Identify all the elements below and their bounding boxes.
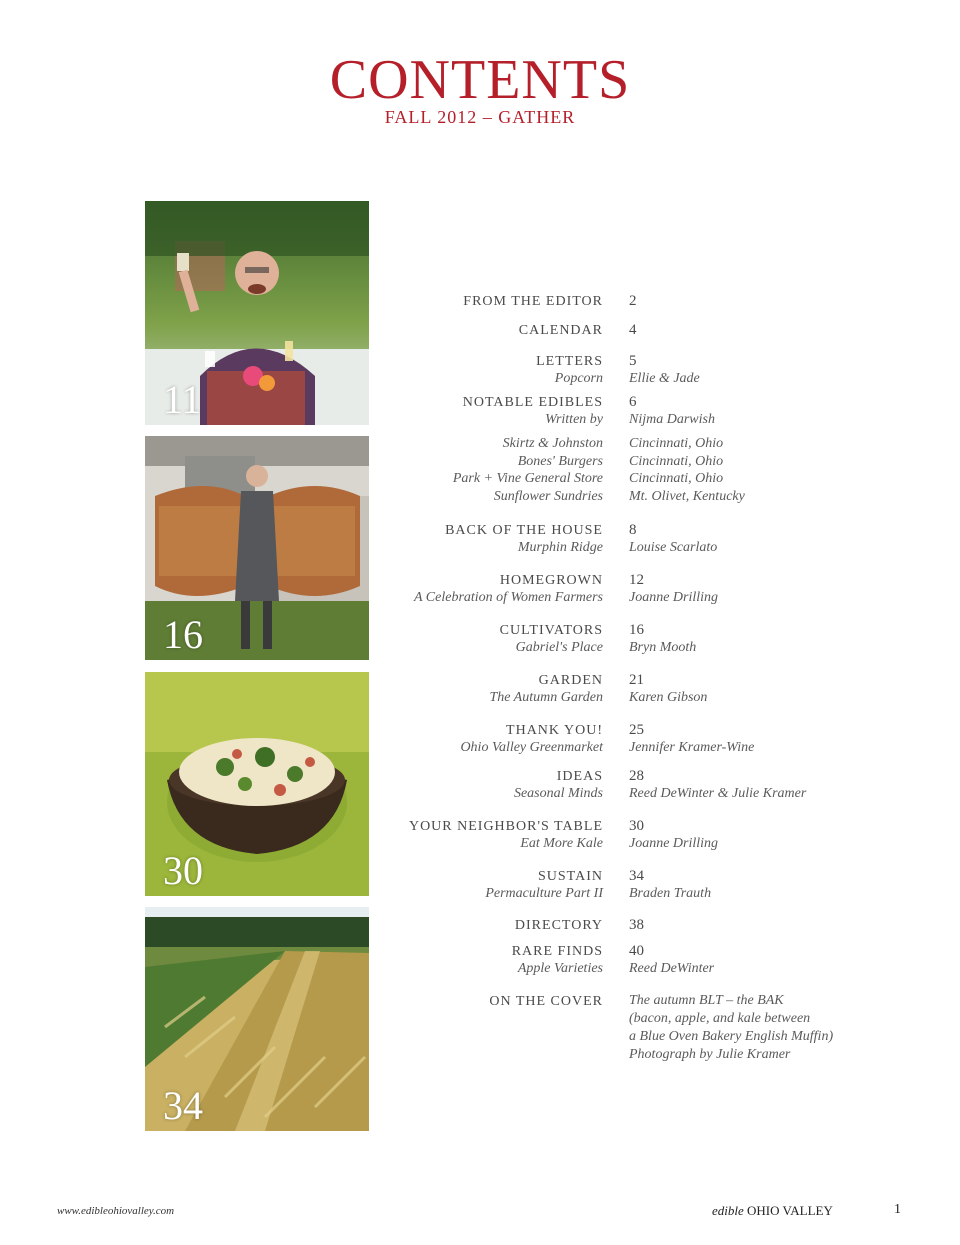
footer-brand [712,1203,833,1219]
toc-page: 40 [629,943,644,959]
toc-author: Bryn Mooth [629,640,697,655]
photo-page-number: 11 [163,377,202,422]
photo-grain-field [145,907,369,1131]
toc-subtitle: The Autumn Garden [489,690,603,705]
footer-website-link[interactable]: www.edibleohiovalley.com [57,1205,175,1217]
toc-subtitle: Apple Varieties [517,961,603,976]
footer-brand-name: OHIO VALLEY [747,1203,833,1218]
toc-author: Ellie & Jade [629,371,700,386]
toc-subtitle: Murphin Ridge [517,540,603,555]
cover-line: The autumn BLT – the BAK [629,993,784,1008]
toc-page: 34 [629,868,644,884]
page-title: CONTENTS [329,49,631,111]
toc-subtitle: Eat More Kale [520,836,603,851]
toc-section: CULTIVATORS [499,623,603,638]
toc-subtitle: Gabriel's Place [515,640,603,655]
toc-section: CALENDAR [518,323,603,338]
toc-author: Joanne Drilling [629,836,719,851]
photo-shawl [145,436,369,660]
toc-page: 25 [629,722,644,738]
toc-section: NOTABLE EDIBLES [462,395,603,410]
toc-author: Mt. Olivet, Kentucky [629,489,745,504]
toc-subtitle: Skirtz & Johnston [502,436,603,451]
toc-subtitle: Park + Vine General Store [452,471,603,486]
photo-page-number: 16 [163,612,203,657]
toc-section: BACK OF THE HOUSE [445,523,603,538]
toc-subtitle: Ohio Valley Greenmarket [460,740,603,755]
footer-page-number: 1 [894,1202,901,1217]
toc-page: 4 [629,322,637,338]
photo-toast [145,201,369,425]
toc-section: GARDEN [538,673,603,688]
footer-brand-italic: edible [712,1203,744,1218]
toc-page: 8 [629,522,637,538]
toc-page: 6 [629,394,637,410]
toc-section: SUSTAIN [538,869,603,884]
toc-author: Jennifer Kramer-Wine [629,740,755,755]
cover-line: (bacon, apple, and kale between [629,1011,811,1026]
toc-author: Reed DeWinter [629,961,715,976]
toc-section: DIRECTORY [514,918,603,933]
toc-section: FROM THE EDITOR [463,294,603,309]
toc-subtitle: A Celebration of Women Farmers [414,590,603,605]
toc-page: 28 [629,768,644,784]
photo-pasta-bowl [145,672,369,896]
toc-subtitle: Seasonal Minds [513,786,603,801]
toc-subtitle: Permaculture Part II [485,886,603,901]
toc-author: Cincinnati, Ohio [629,471,724,486]
toc-page: 12 [629,572,644,588]
toc-page: 16 [629,622,644,638]
toc-section: RARE FINDS [511,944,603,959]
toc-section: LETTERS [536,354,603,369]
toc-subtitle: Bones' Burgers [517,454,603,469]
toc-author: Nijma Darwish [629,412,715,427]
toc-page: 5 [629,353,637,369]
toc-subtitle: Written by [545,412,603,427]
page-subtitle: FALL 2012 – GATHER [384,107,576,127]
toc-author: Cincinnati, Ohio [629,436,724,451]
toc-page: 2 [629,293,637,309]
toc-author: Reed DeWinter & Julie Kramer [629,786,807,801]
toc-section: HOMEGROWN [499,573,603,588]
cover-line: Photograph by Julie Kramer [629,1047,791,1062]
toc-page: 30 [629,818,644,834]
toc-author: Braden Trauth [629,886,712,901]
toc-section: ON THE COVER [489,994,603,1009]
photo-page-number: 30 [163,848,203,893]
toc-page: 38 [629,917,644,933]
toc-subtitle: Popcorn [554,371,603,386]
toc-author: Louise Scarlato [629,540,718,555]
cover-line: a Blue Oven Bakery English Muffin) [629,1029,834,1044]
photo-page-number: 34 [163,1083,203,1128]
toc-subtitle: Sunflower Sundries [493,489,603,504]
toc-page: 21 [629,672,644,688]
toc-author: Cincinnati, Ohio [629,454,724,469]
toc-author: Karen Gibson [629,690,708,705]
toc-section: YOUR NEIGHBOR'S TABLE [408,819,603,834]
toc-section: THANK YOU! [506,723,603,738]
toc-section: IDEAS [556,769,603,784]
toc-author: Joanne Drilling [629,590,719,605]
